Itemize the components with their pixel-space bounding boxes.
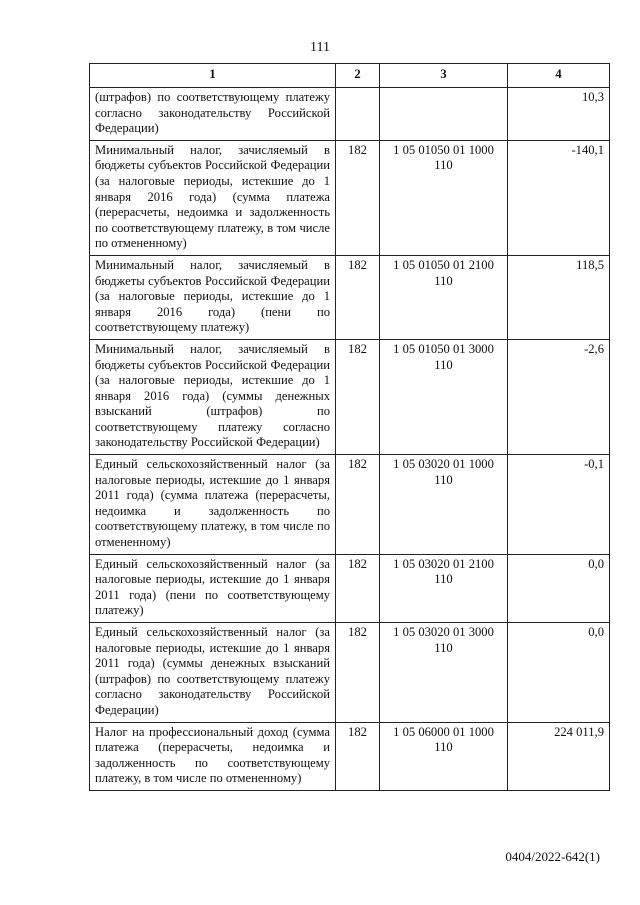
- admin-code: 182: [336, 722, 380, 790]
- table-row: [90, 140, 610, 255]
- admin-code: 182: [336, 554, 380, 622]
- table-header-row: [90, 64, 610, 88]
- income-name: Минимальный налог, зачисляемый в бюджеты субъектов Российской Федерации (за налоговые периоды, истекшие до 1 января 2016 года) (пени по соответствующему платежу): [90, 255, 336, 339]
- income-name: Минимальный налог, зачисляемый в бюджеты субъектов Российской Федерации (за налоговые периоды, истекшие до 1 января 2016 года) (суммы денежных взысканий (штрафов) по соответствующему платежу согласно законодательству Российской Федерации): [90, 339, 336, 454]
- income-name: Минимальный налог, зачисляемый в бюджеты субъектов Российской Федерации (за налоговые периоды, истекшие до 1 января 2016 года) (сумма платежа (перерасчеты, недоимка и задолженность по соответствующему платежу, в том числе по отмененному): [90, 140, 336, 255]
- admin-code: 182: [336, 339, 380, 454]
- table-row: [90, 554, 610, 622]
- budget-code: [380, 88, 508, 141]
- amount: 10,3: [508, 88, 610, 141]
- amount: 118,5: [508, 255, 610, 339]
- amount: -140,1: [508, 140, 610, 255]
- income-name: Единый сельскохозяйственный налог (за налоговые периоды, истекшие до 1 января 2011 года) (суммы денежных взысканий (штрафов) по соответствующему платежу согласно законодательству Российской Федерации): [90, 623, 336, 723]
- page-number: 111: [310, 40, 330, 55]
- table-row: [90, 722, 610, 790]
- budget-code: 1 05 03020 01 3000 110: [380, 623, 508, 723]
- admin-code: [336, 88, 380, 141]
- amount: -2,6: [508, 339, 610, 454]
- table-row: [90, 255, 610, 339]
- amount: 0,0: [508, 554, 610, 622]
- income-name: Налог на профессиональный доход (сумма платежа (перерасчеты, недоимка и задолженность по соответствующему платежу, в том числе по отмененному): [90, 722, 336, 790]
- column-header-3: 3: [380, 64, 508, 88]
- document-number: 0404/2022-642(1): [505, 849, 600, 864]
- column-header-1: 1: [90, 64, 336, 88]
- table-row: [90, 88, 610, 141]
- table-row: [90, 455, 610, 555]
- amount: 224 011,9: [508, 722, 610, 790]
- table-row: [90, 339, 610, 454]
- admin-code: 182: [336, 455, 380, 555]
- budget-table: [89, 63, 610, 791]
- budget-code: 1 05 01050 01 3000 110: [380, 339, 508, 454]
- budget-code: 1 05 06000 01 1000 110: [380, 722, 508, 790]
- amount: -0,1: [508, 455, 610, 555]
- budget-code: 1 05 01050 01 2100 110: [380, 255, 508, 339]
- amount: 0,0: [508, 623, 610, 723]
- admin-code: 182: [336, 255, 380, 339]
- income-name: (штрафов) по соответствующему платежу согласно законодательству Российской Федерации): [90, 88, 336, 141]
- table-row: [90, 623, 610, 723]
- column-header-2: 2: [336, 64, 380, 88]
- income-name: Единый сельскохозяйственный налог (за налоговые периоды, истекшие до 1 января 2011 года) (сумма платежа (перерасчеты, недоимка и задолженность по соответствующему платежу, в том числе по отмененному): [90, 455, 336, 555]
- admin-code: 182: [336, 140, 380, 255]
- admin-code: 182: [336, 623, 380, 723]
- column-header-4: 4: [508, 64, 610, 88]
- budget-code: 1 05 03020 01 2100 110: [380, 554, 508, 622]
- budget-code: 1 05 01050 01 1000 110: [380, 140, 508, 255]
- budget-code: 1 05 03020 01 1000 110: [380, 455, 508, 555]
- income-name: Единый сельскохозяйственный налог (за налоговые периоды, истекшие до 1 января 2011 года) (пени по соответствующему платежу): [90, 554, 336, 622]
